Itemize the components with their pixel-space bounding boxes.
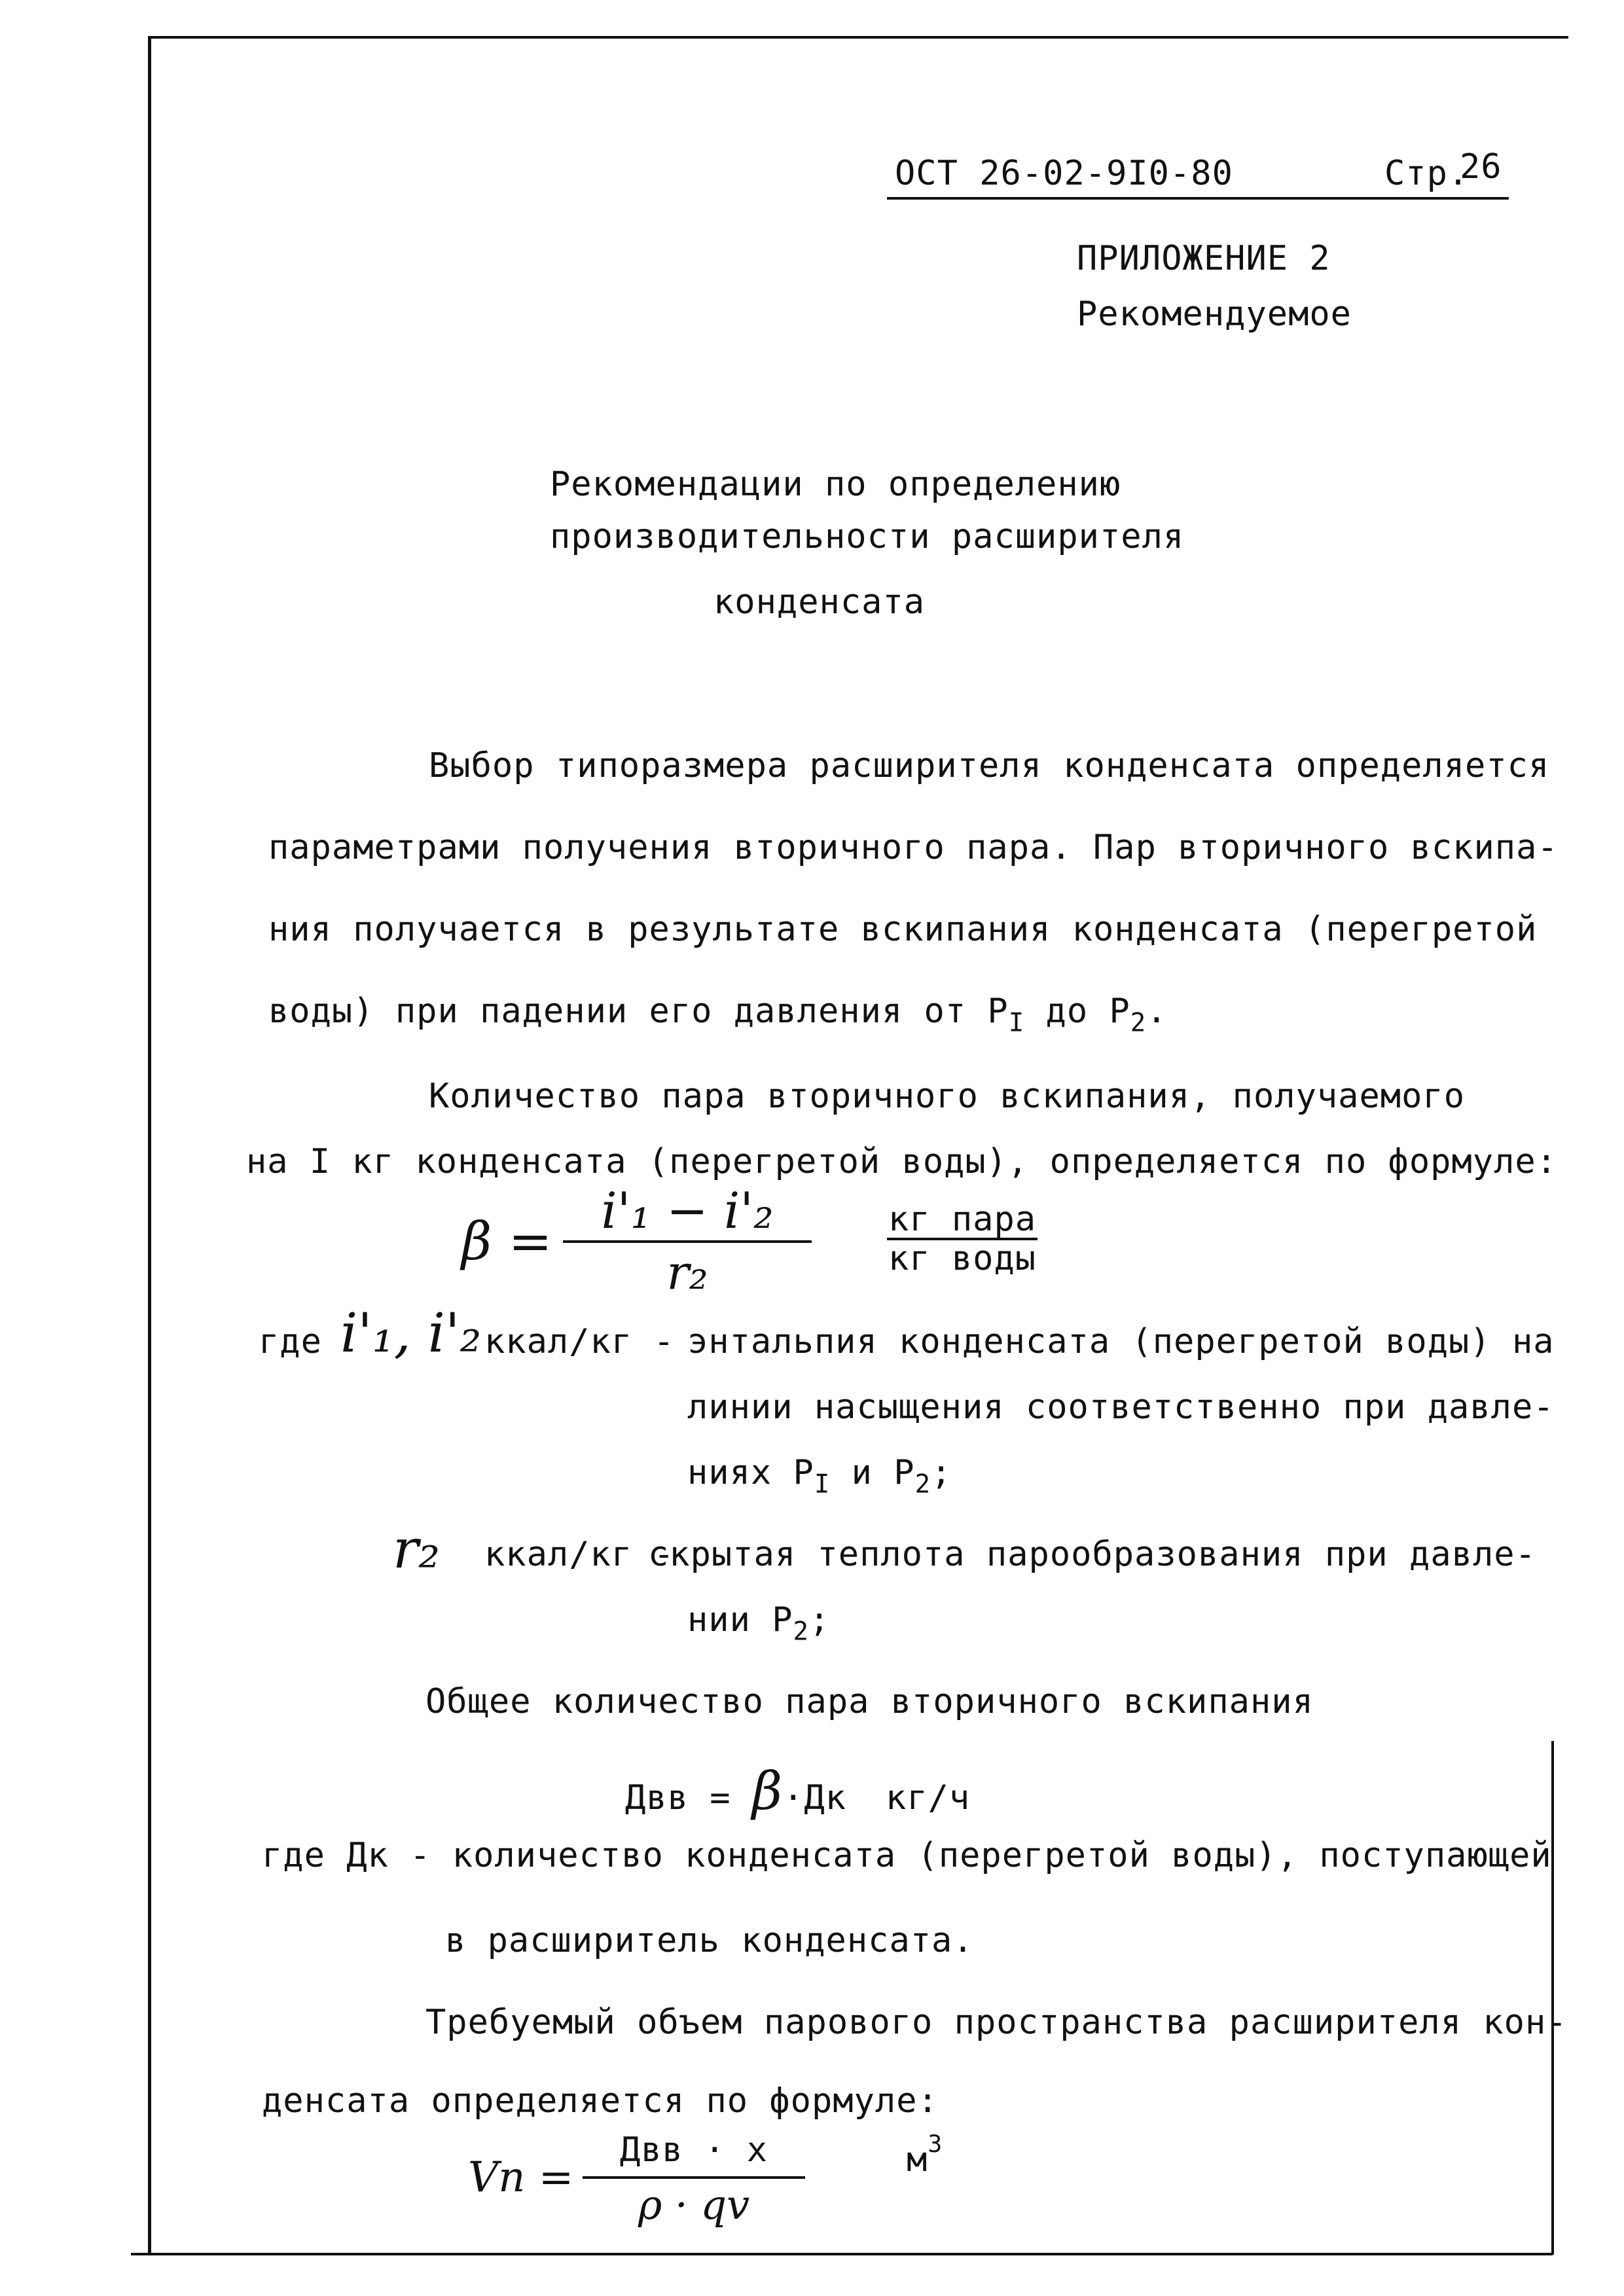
paragraph2-line-1: Количество пара вторичного вскипания, получаемого xyxy=(429,1077,1466,1116)
formula-total-lhs: Двв = xyxy=(625,1778,752,1818)
def1-unit: ккал/кг - xyxy=(484,1322,675,1361)
heading-line-2: производительности расширителя xyxy=(550,517,1185,556)
def1-line-1: энтальпия конденсата (перегретой воды) на xyxy=(687,1322,1555,1361)
def3-line-1: где Дк - количество конденсата (перегретой воды), поступающей xyxy=(262,1836,1552,1875)
frame-bottom-border xyxy=(131,2253,1553,2255)
unit-denominator: кг воды xyxy=(888,1239,1037,1278)
paragraph4-line-2: денсата определяется по формуле: xyxy=(262,2081,939,2121)
formula-volume-unit: $м^3$ xyxy=(907,2129,943,2179)
formula-total-beta: β xyxy=(751,1761,784,1821)
formula-volume-fraction xyxy=(583,2124,805,2231)
formula-total-rhs: ·Дк xyxy=(783,1778,847,1818)
def1-symbols: i'₁, i'₂ xyxy=(340,1302,482,1365)
standard-number: ОСТ 26-02-9I0-80 xyxy=(895,154,1233,193)
heading-line-3: конденсата xyxy=(713,583,926,622)
paragraph1-line-2: параметрами получения вторичного пара. Пар вторичного вскипа- xyxy=(268,828,1559,867)
page-label: Стр. xyxy=(1384,154,1470,193)
def2-symbol: r₂ xyxy=(393,1518,441,1581)
document-header xyxy=(887,147,1509,200)
unit-numerator: кг пара xyxy=(888,1200,1037,1239)
page-number: 26 xyxy=(1460,147,1502,187)
appendix-status: Рекомендуемое xyxy=(1077,295,1352,334)
formula-volume-denominator: ρ · qv xyxy=(583,2176,805,2231)
formula-volume-numerator: Двв · x xyxy=(619,2130,768,2170)
formula-beta-denominator: r₂ xyxy=(563,1240,812,1302)
def1-prefix: где xyxy=(259,1322,322,1361)
formula-beta-fraction xyxy=(563,1181,812,1302)
def1-line-3: ниях $P_I$ и $P_2$; xyxy=(687,1453,952,1499)
paragraph1-line-1: Выбор типоразмера расширителя конденсата определяется xyxy=(429,746,1550,785)
paragraph4-line-1: Требуемый объем парового пространства расширителя кон- xyxy=(425,2003,1568,2042)
def1-line-2: линии насыщения соответственно при давле- xyxy=(687,1388,1555,1427)
def2-unit: ккал/кг - xyxy=(484,1535,675,1574)
frame-right-border xyxy=(1551,1741,1554,2255)
def2-line-1: скрытая теплота парообразования при давле- xyxy=(648,1535,1536,1574)
formula-beta-lhs: β = xyxy=(461,1211,552,1272)
paragraph1-line-4: воды) при падении его давления от $P_I$ до $P_2$. xyxy=(268,992,1168,1038)
paragraph2-line-2: на I кг конденсата (перегретой воды), определяется по формуле: xyxy=(246,1142,1558,1181)
def3-line-2: в расширитель конденсата. xyxy=(445,1921,974,1960)
paragraph1-line-3: ния получается в результате вскипания конденсата (перегретой xyxy=(268,910,1538,949)
formula-beta-unit xyxy=(887,1201,1038,1277)
formula-total-unit: кг/ч xyxy=(886,1778,971,1818)
formula-total-steam xyxy=(625,1761,970,1821)
frame-top-border xyxy=(148,36,1568,39)
formula-volume-lhs: Vп = xyxy=(468,2153,574,2202)
formula-beta-numerator: i'₁ − i'₂ xyxy=(601,1181,774,1240)
appendix-title: ПРИЛОЖЕНИЕ 2 xyxy=(1077,239,1331,278)
frame-left-border xyxy=(148,36,151,2255)
heading-line-1: Рекомендации по определению xyxy=(550,465,1121,504)
def2-line-2: нии $P_2$; xyxy=(687,1600,831,1647)
paragraph3: Общее количество пара вторичного вскипания xyxy=(425,1682,1314,1721)
